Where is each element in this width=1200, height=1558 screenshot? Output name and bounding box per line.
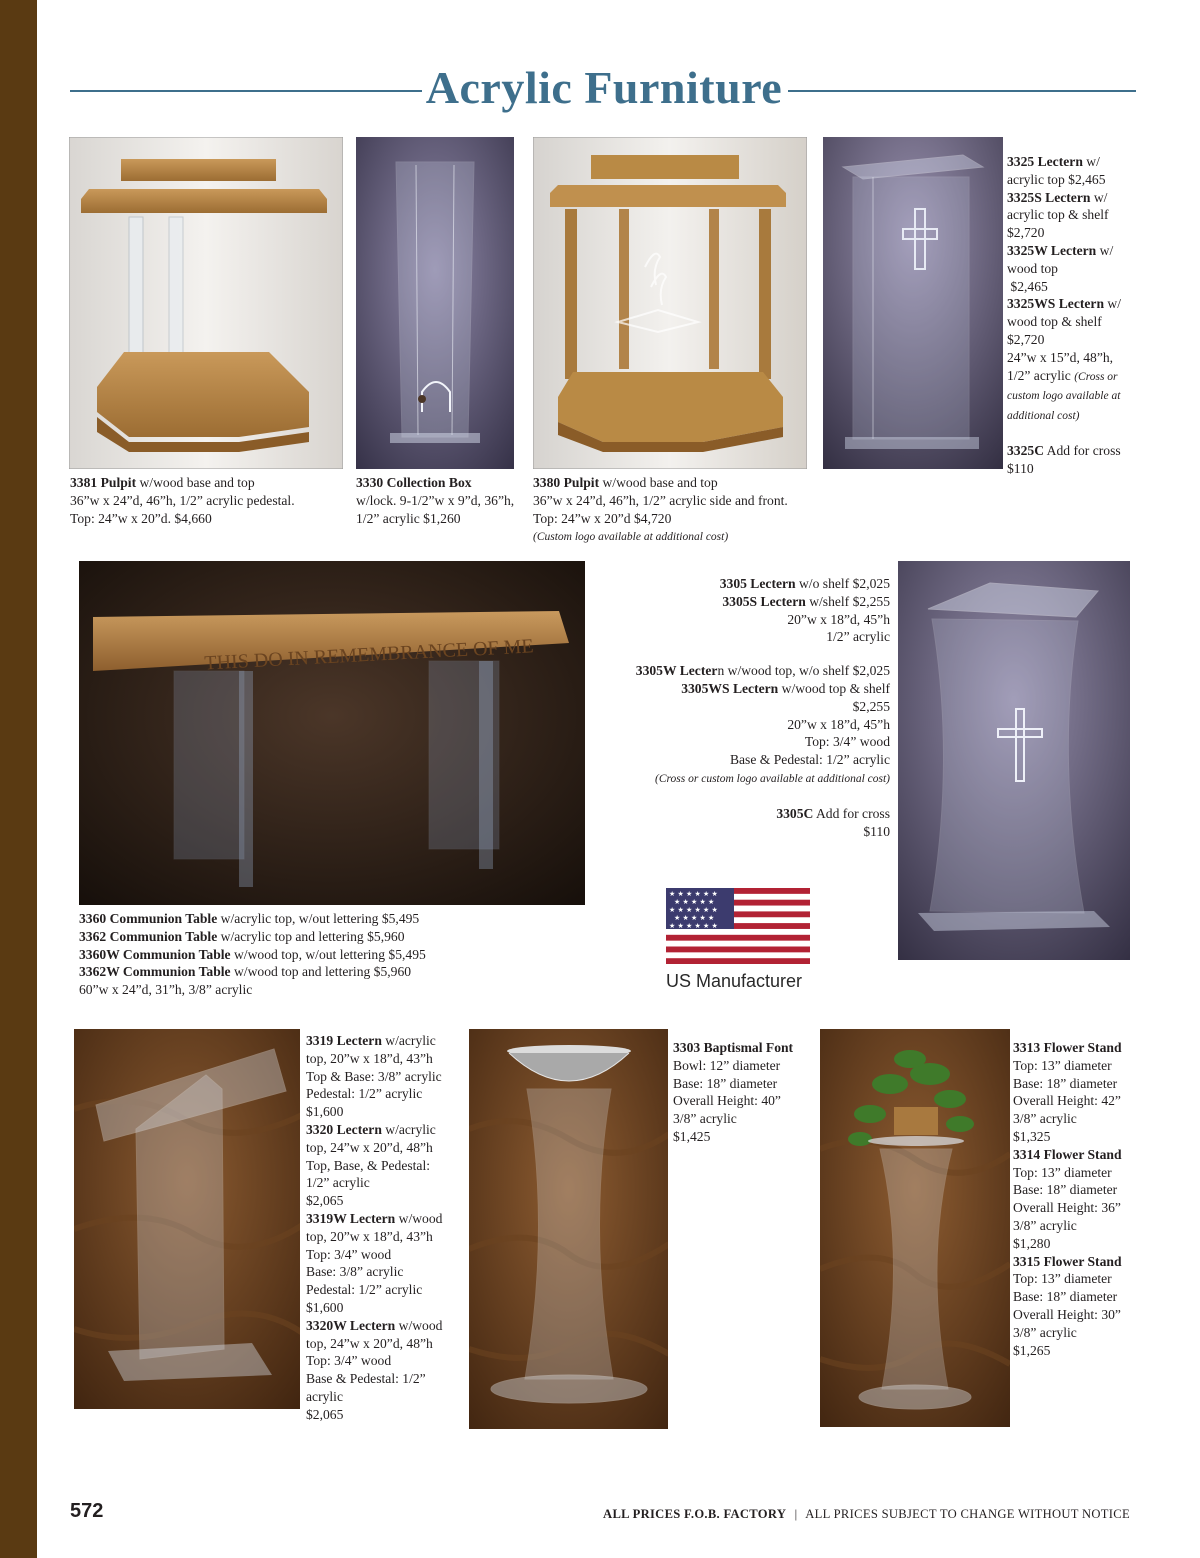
product-code: 3305WS Lectern bbox=[681, 680, 779, 696]
footer-separator: | bbox=[794, 1507, 798, 1521]
product-spec: acrylic bbox=[306, 1388, 343, 1404]
product-code: 3360W Communion Table bbox=[79, 946, 231, 962]
product-note: (Cross or bbox=[1074, 370, 1118, 383]
product-spec: Base & Pedestal: 1/2” acrylic bbox=[729, 752, 890, 768]
us-manufacturer-badge bbox=[666, 888, 812, 992]
product-spec: Base: 3/8” acrylic bbox=[306, 1264, 404, 1280]
page-title: Acrylic Furniture bbox=[425, 62, 783, 113]
caption-3381-pulpit bbox=[70, 474, 350, 527]
caption-3319-lectern bbox=[306, 1032, 466, 1424]
product-price: $2,720 bbox=[1007, 225, 1045, 241]
product-price: $2,720 bbox=[1007, 331, 1045, 347]
product-spec: top, 24”w x 20”d, 48”h bbox=[306, 1139, 433, 1155]
us-manufacturer-label: US Manufacturer bbox=[666, 971, 803, 991]
product-spec: Overall Height: 40” bbox=[673, 1093, 781, 1109]
product-spec: 1/2” acrylic bbox=[826, 629, 890, 645]
product-spec: 3/8” acrylic bbox=[1013, 1324, 1077, 1340]
footer-change-notice: ALL PRICES SUBJECT TO CHANGE WITHOUT NOTICE bbox=[805, 1507, 1130, 1521]
product-spec: 1/2” acrylic bbox=[1007, 367, 1075, 383]
footer-fob: ALL PRICES F.O.B. FACTORY bbox=[603, 1507, 787, 1521]
product-desc: w/ bbox=[1104, 296, 1122, 312]
product-price: $1,280 bbox=[1013, 1235, 1051, 1251]
product-desc: Add for cross bbox=[813, 805, 890, 821]
product-code: 3305 Lectern bbox=[719, 576, 796, 591]
baptismal-font-3303-photo bbox=[469, 1029, 668, 1429]
product-spec: Overall Height: 36” bbox=[1013, 1200, 1121, 1216]
lectern-3325-photo bbox=[823, 137, 1003, 469]
footer-notice bbox=[603, 1507, 1130, 1522]
product-desc: w/o shelf $2,025 bbox=[795, 576, 890, 591]
product-spec: Top: 13” diameter bbox=[1013, 1271, 1112, 1287]
product-spec: 36”w x 24”d, 46”h, 1/2” acrylic pedestal. bbox=[70, 492, 295, 508]
product-desc: w/wood base and top bbox=[136, 475, 255, 490]
product-spec: Top: 24”w x 20”d. $4,660 bbox=[70, 510, 212, 526]
product-spec: w/lock. 9-1/2”w x 9”d, 36”h, bbox=[356, 492, 515, 508]
product-code: 3319 Lectern bbox=[306, 1033, 382, 1048]
product-spec: Pedestal: 1/2” acrylic bbox=[306, 1282, 423, 1298]
caption-3313-flower-stand bbox=[1013, 1039, 1163, 1359]
product-desc: w/ bbox=[1082, 154, 1100, 169]
product-code: 3330 Collection Box bbox=[356, 475, 472, 490]
product-spec: Top: 3/4” wood bbox=[306, 1353, 392, 1369]
product-spec: top, 20”w x 18”d, 43”h bbox=[306, 1050, 433, 1066]
product-price: $110 bbox=[863, 823, 890, 839]
product-desc: w/wood top, w/out lettering $5,495 bbox=[230, 946, 426, 962]
product-desc: Add for cross bbox=[1044, 442, 1121, 458]
collection-box-3330-photo bbox=[356, 137, 514, 469]
product-price: $1,265 bbox=[1013, 1342, 1051, 1358]
product-desc: n w/wood top, w/o shelf $2,025 bbox=[717, 663, 890, 679]
product-spec: 20”w x 18”d, 45”h bbox=[787, 716, 890, 732]
product-desc: w/acrylic top and lettering $5,960 bbox=[217, 928, 405, 944]
lectern-3319-photo bbox=[74, 1029, 300, 1409]
svg-text:★ ★ ★ ★ ★: ★ ★ ★ ★ ★ bbox=[674, 914, 715, 922]
product-code: 3320W Lectern bbox=[306, 1317, 396, 1333]
product-spec: wood top bbox=[1007, 260, 1058, 276]
product-spec: 36”w x 24”d, 46”h, 1/2” acrylic side and front. bbox=[533, 492, 788, 508]
svg-text:★ ★ ★ ★ ★: ★ ★ ★ ★ ★ bbox=[674, 898, 715, 906]
product-spec: Base: 18” diameter bbox=[1013, 1289, 1118, 1305]
product-price: $1,325 bbox=[1013, 1128, 1051, 1144]
product-desc: w/wood bbox=[395, 1210, 443, 1226]
product-spec: Top, Base, & Pedestal: bbox=[306, 1157, 431, 1173]
title-rule-right bbox=[788, 90, 1136, 92]
product-code: 3360 Communion Table bbox=[79, 911, 218, 926]
product-spec: Overall Height: 30” bbox=[1013, 1306, 1121, 1322]
product-note: (Custom logo available at additional cost) bbox=[533, 531, 729, 544]
product-code: 3380 Pulpit bbox=[533, 475, 600, 490]
product-spec: Top: 13” diameter bbox=[1013, 1057, 1112, 1073]
product-spec: 60”w x 24”d, 31”h, 3/8” acrylic bbox=[79, 982, 253, 998]
product-spec: Base: 18” diameter bbox=[1013, 1075, 1118, 1091]
product-spec: top, 20”w x 18”d, 43”h bbox=[306, 1228, 433, 1244]
product-spec: acrylic top & shelf bbox=[1007, 207, 1109, 223]
product-desc: w/acrylic bbox=[381, 1033, 436, 1048]
flower-stand-3313-photo bbox=[820, 1029, 1010, 1427]
product-spec: Base: 18” diameter bbox=[1013, 1182, 1118, 1198]
product-price: $2,065 bbox=[306, 1193, 344, 1209]
product-spec: 1/2” acrylic $1,260 bbox=[356, 510, 461, 526]
product-code: 3305C bbox=[776, 805, 814, 821]
svg-text:★ ★ ★ ★ ★ ★: ★ ★ ★ ★ ★ ★ bbox=[669, 922, 718, 930]
product-spec: 1/2” acrylic bbox=[306, 1175, 370, 1191]
communion-table-photo bbox=[79, 561, 585, 905]
product-desc: w/acrylic bbox=[381, 1121, 436, 1137]
product-spec: Base & Pedestal: 1/2” bbox=[306, 1371, 426, 1387]
product-desc: w/ bbox=[1096, 242, 1114, 258]
product-code: 3305W Lecter bbox=[635, 663, 718, 679]
table-engraving: THIS DO IN REMEMBRANCE OF ME bbox=[203, 635, 535, 675]
product-spec: top, 24”w x 20”d, 48”h bbox=[306, 1335, 433, 1351]
product-spec: Top & Base: 3/8” acrylic bbox=[306, 1068, 442, 1084]
svg-text:★ ★ ★ ★ ★ ★: ★ ★ ★ ★ ★ ★ bbox=[669, 890, 718, 898]
product-spec: Top: 13” diameter bbox=[1013, 1164, 1112, 1180]
product-code: 3303 Baptismal Font bbox=[673, 1040, 794, 1055]
product-code: 3325C bbox=[1007, 442, 1045, 458]
product-code: 3315 Flower Stand bbox=[1013, 1253, 1122, 1269]
pulpit-3380-photo bbox=[533, 137, 807, 469]
product-desc: w/acrylic top, w/out lettering $5,495 bbox=[217, 911, 420, 926]
product-code: 3381 Pulpit bbox=[70, 475, 137, 490]
product-price: $1,600 bbox=[306, 1104, 344, 1120]
product-spec: Top: 3/4” wood bbox=[804, 734, 890, 750]
product-desc: w/shelf $2,255 bbox=[805, 593, 890, 609]
product-spec: Top: 24”w x 20”d $4,720 bbox=[533, 510, 672, 526]
product-price: $1,600 bbox=[306, 1299, 344, 1315]
product-code: 3305S Lectern bbox=[722, 593, 806, 609]
product-code: 3325WS Lectern bbox=[1007, 296, 1105, 312]
product-spec: 20”w x 18”d, 45”h bbox=[787, 611, 890, 627]
product-spec: Bowl: 12” diameter bbox=[673, 1057, 781, 1073]
caption-3305-lectern bbox=[600, 575, 890, 840]
caption-3360-communion-table bbox=[79, 910, 579, 999]
product-spec: acrylic top $2,465 bbox=[1007, 171, 1106, 187]
product-price: $2,255 bbox=[852, 698, 890, 714]
product-code: 3362W Communion Table bbox=[79, 964, 231, 980]
product-spec: 3/8” acrylic bbox=[673, 1111, 737, 1127]
title-rule-left bbox=[70, 90, 422, 92]
product-spec: Overall Height: 42” bbox=[1013, 1093, 1121, 1109]
product-spec: Top: 3/4” wood bbox=[306, 1246, 392, 1262]
product-spec: 3/8” acrylic bbox=[1013, 1217, 1077, 1233]
product-code: 3325W Lectern bbox=[1007, 242, 1097, 258]
product-note: custom logo available at bbox=[1007, 390, 1121, 403]
product-note: additional cost) bbox=[1007, 410, 1080, 423]
lectern-3305-photo bbox=[898, 561, 1130, 960]
product-spec: wood top & shelf bbox=[1007, 314, 1102, 330]
svg-text:★ ★ ★ ★ ★ ★: ★ ★ ★ ★ ★ ★ bbox=[669, 906, 718, 914]
product-code: 3320 Lectern bbox=[306, 1121, 382, 1137]
product-code: 3319W Lectern bbox=[306, 1210, 396, 1226]
pulpit-3381-photo bbox=[69, 137, 343, 469]
product-desc: w/wood top and lettering $5,960 bbox=[230, 964, 412, 980]
us-flag-icon bbox=[666, 888, 810, 964]
product-note: (Cross or custom logo available at additional cost) bbox=[655, 772, 890, 785]
product-spec: 24”w x 15”d, 48”h, bbox=[1007, 349, 1114, 365]
product-spec: 3/8” acrylic bbox=[1013, 1111, 1077, 1127]
caption-3325-lectern bbox=[1007, 153, 1157, 478]
product-desc: w/ bbox=[1090, 189, 1108, 205]
product-price: $110 bbox=[1007, 460, 1034, 476]
product-code: 3362 Communion Table bbox=[79, 928, 218, 944]
product-price: $2,465 bbox=[1007, 278, 1048, 294]
caption-3303-baptismal-font bbox=[673, 1039, 813, 1146]
product-desc: w/wood top & shelf bbox=[778, 680, 890, 696]
product-code: 3325 Lectern bbox=[1007, 154, 1083, 169]
product-code: 3325S Lectern bbox=[1007, 189, 1091, 205]
product-spec: Base: 18” diameter bbox=[673, 1075, 778, 1091]
caption-3330-collection-box bbox=[356, 474, 531, 527]
product-spec: Pedestal: 1/2” acrylic bbox=[306, 1086, 423, 1102]
product-price: $2,065 bbox=[306, 1406, 344, 1422]
product-desc: w/wood base and top bbox=[599, 475, 718, 490]
product-desc: w/wood bbox=[395, 1317, 443, 1333]
page-number: 572 bbox=[70, 1500, 104, 1522]
product-price: $1,425 bbox=[673, 1128, 711, 1144]
product-code: 3314 Flower Stand bbox=[1013, 1146, 1122, 1162]
page-spine-bar bbox=[0, 0, 37, 1558]
product-code: 3313 Flower Stand bbox=[1013, 1040, 1122, 1055]
caption-3380-pulpit bbox=[533, 474, 818, 547]
